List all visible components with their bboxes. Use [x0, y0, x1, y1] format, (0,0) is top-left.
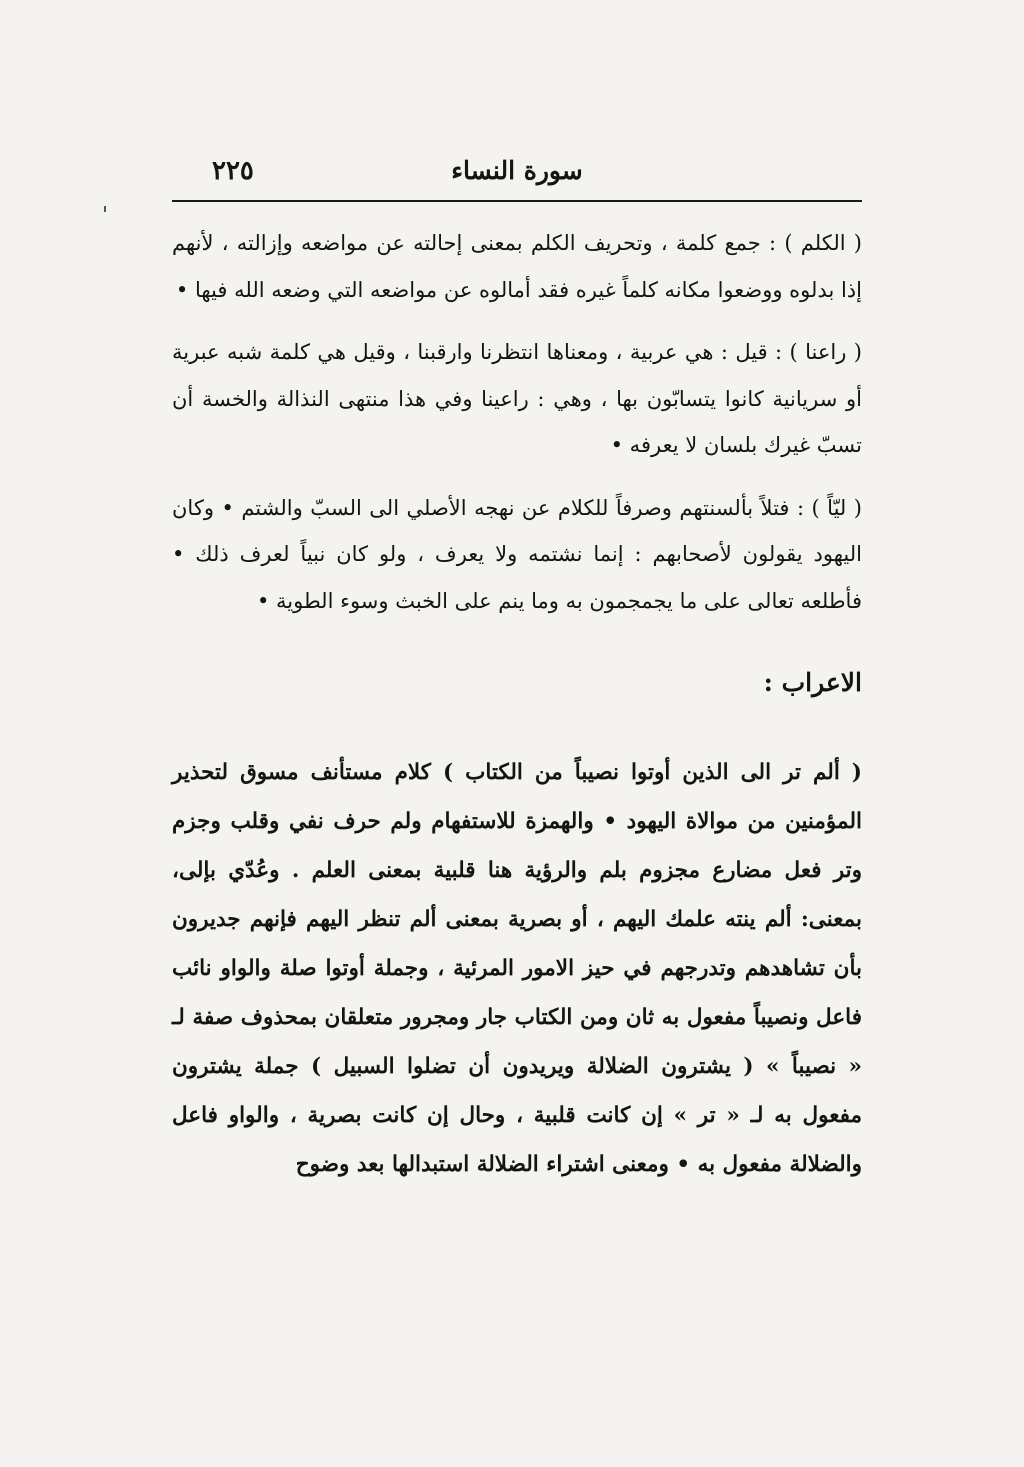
page-number: ٢٢٥	[212, 156, 254, 186]
running-header	[172, 150, 862, 202]
gloss-al-kalim: ( الكلم ) : جمع كلمة ، وتحريف الكلم بمعنى إحالته عن مواضعه وإزالته ، لأنهم إذا بدلوه ووضعوا مكانه كلماً غيره فقد أمالوه عن مواضعه التي وضعه الله فيها •	[172, 231, 862, 302]
section-heading: الاعراب :	[763, 668, 862, 697]
irab-paragraph: ( ألم تر الى الذين أوتوا نصيباً من الكتاب ) كلام مستأنف مسوق لتحذير المؤمنين من موالاة اليهود • والهمزة للاستفهام ولم حرف نفي وقلب وجزم وتر فعل مضارع مجزوم بلم والرؤية هنا قلبية بمعنى العلم . وعُدّي بإلى، بمعنى: ألم ينته علمك اليهم ، أو بصرية بمعنى ألم تنظر اليهم فإنهم جديرون بأن تشاهدهم وتدرجهم في حيز الامور المرئية ، وجملة أوتوا صلة والواو نائب فاعل ونصيباً مفعول به ثان ومن الكتاب جار ومجرور متعلقان بمحذوف صفة لـ « نصيباً » ( يشترون الضلالة ويريدون أن تضلوا السبيل ) جملة يشترون مفعول به لـ « تر » إن كانت قلبية ، وحال إن كانت بصرية ، والواو فاعل والضلالة مفعول به • ومعنى اشتراء الضلالة استبدالها بعد وضوح	[172, 760, 862, 1177]
gloss-raina: ( راعنا ) : قيل : هي عربية ، ومعناها انتظرنا وارقبنا ، وقيل هي كلمة شبه عبرية أو سريانية كانوا يتسابّون بها ، وهي : راعينا وفي هذا منتهى النذالة والخسة أن تسبّ غيرك بلسان لا يعرفه •	[172, 340, 862, 457]
scan-speck	[104, 206, 106, 212]
book-page	[172, 150, 862, 1205]
surah-title: سورة النساء	[451, 156, 583, 185]
gloss-layyan: ( ليّاً ) : فتلاً بألسنتهم وصرفاً للكلام عن نهجه الأصلي الى السبّ والشتم • وكان اليهود يقولون لأصحابهم : إنما نشتمه ولا يعرف ، ولو كان نبياً لعرف ذلك • فأطلعه تعالى على ما يجمجمون به وما ينم على الخبث وسوء الطوية •	[172, 495, 862, 613]
page-body	[172, 220, 862, 1189]
